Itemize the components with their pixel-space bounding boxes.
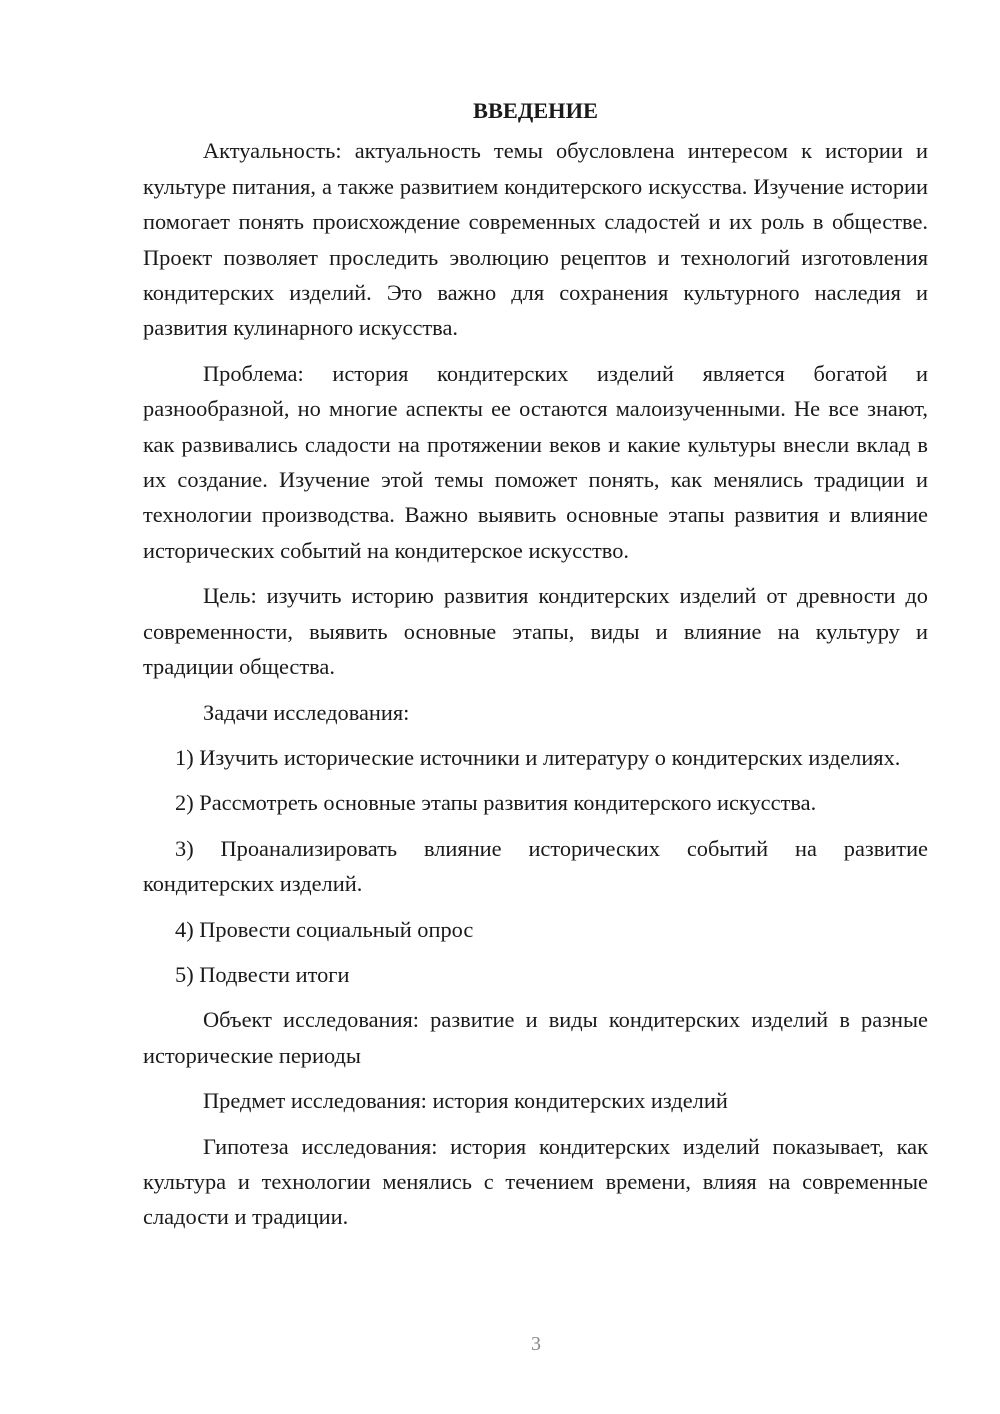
object-paragraph: Объект исследования: развитие и виды кондитерских изделий в разные исторические периоды xyxy=(143,1007,928,1068)
task-item: 3) Проанализировать влияние исторических событий на развитие кондитерских изделий. xyxy=(143,835,928,897)
page-content xyxy=(143,93,928,1245)
task-item: 5) Подвести итоги xyxy=(175,961,350,987)
tasks-heading: Задачи исследования: xyxy=(203,699,410,725)
hypothesis-paragraph: Гипотеза исследования: история кондитерских изделий показывает, как культура и технологии менялись с течением времени, влияя на современные сладости и традиции. xyxy=(143,1133,928,1230)
problem-paragraph: Проблема: история кондитерских изделий является богатой и разнообразной, но многие аспекты ее остаются малоизученными. Не все знают, как развивались сладости на протяжении веков и какие культуры внесли вклад в их создание. Изучение этой темы поможет понять, как менялись традиции и технологии производства. Важно выявить основные этапы развития и влияние исторических событий на кондитерское искусство. xyxy=(143,360,928,563)
goal-paragraph: Цель: изучить историю развития кондитерских изделий от древности до современности, выявить основные этапы, виды и влияние на культуру и традиции общества. xyxy=(143,583,928,680)
page-number: 3 xyxy=(531,1333,541,1355)
subject-paragraph: Предмет исследования: история кондитерских изделий xyxy=(203,1088,728,1114)
task-item: 1) Изучить исторические источники и литературу о кондитерских изделиях. xyxy=(175,744,901,770)
section-title: ВВЕДЕНИЕ xyxy=(473,98,598,123)
task-item: 2) Рассмотреть основные этапы развития кондитерского искусства. xyxy=(175,790,817,816)
relevance-paragraph: Актуальность: актуальность темы обусловлена интересом к истории и культуре питания, а также развитием кондитерского искусства. Изучение истории помогает понять происхождение современных сладостей и их роль в обществе. Проект позволяет проследить эволюцию рецептов и технологий изготовления кондитерских изделий. Это важно для сохранения культурного наследия и развития кулинарного искусства. xyxy=(143,138,928,341)
task-item: 4) Провести социальный опрос xyxy=(175,916,474,942)
